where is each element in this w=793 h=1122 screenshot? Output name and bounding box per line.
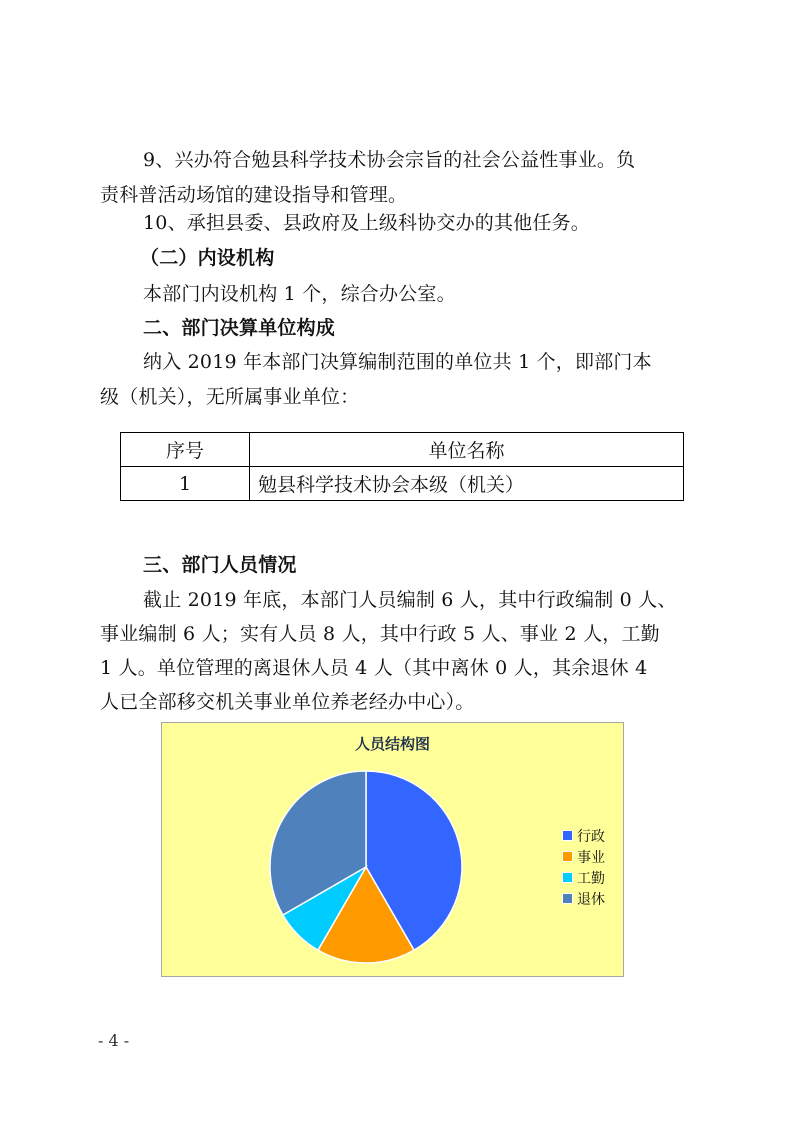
paragraph-staff-line2: 事业编制 6 人；实有人员 8 人，其中行政 5 人、事业 2 人，工勤 — [100, 623, 660, 645]
legend-label: 退休 — [577, 891, 605, 908]
legend-item — [562, 825, 605, 846]
paragraph-item-9-line2: 责科普活动场馆的建设指导和管理。 — [100, 184, 408, 206]
staff-structure-chart — [161, 722, 624, 977]
table-header-row — [121, 433, 684, 467]
table-cell-unit-name: 勉县科学技术协会本级（机关） — [250, 467, 684, 501]
legend-swatch-icon — [562, 893, 573, 904]
paragraph-staff-line1: 截止 2019 年底，本部门人员编制 6 人，其中行政编制 0 人、 — [143, 589, 677, 611]
legend-swatch-icon — [562, 851, 573, 862]
paragraph-units-line1: 纳入 2019 年本部门决算编制范围的单位共 1 个，即部门本 — [143, 351, 652, 373]
table-cell-index: 1 — [121, 467, 250, 501]
table-header-unit-name: 单位名称 — [250, 433, 684, 467]
table-header-index: 序号 — [121, 433, 250, 467]
paragraph-staff-line3: 1 人。单位管理的离退休人员 4 人（其中离休 0 人，其余退休 4 — [100, 657, 648, 679]
legend-label: 事业 — [577, 849, 605, 866]
heading-unit-composition: 二、部门决算单位构成 — [143, 317, 336, 339]
page-number: - 4 - — [98, 1031, 130, 1050]
units-table — [120, 432, 684, 501]
paragraph-item-10: 10、承担县委、县政府及上级科协交办的其他任务。 — [143, 212, 590, 234]
legend-label: 行政 — [577, 828, 605, 845]
legend-item — [562, 846, 605, 867]
pie-chart — [162, 723, 623, 976]
legend-item — [562, 867, 605, 888]
chart-legend — [562, 825, 605, 909]
paragraph-units-line2: 级（机关），无所属事业单位： — [100, 386, 360, 408]
table-row — [121, 467, 684, 501]
paragraph-internal-structure: 本部门内设机构 1 个，综合办公室。 — [143, 283, 456, 305]
paragraph-staff-line4: 人已全部移交机关事业单位养老经办中心）。 — [100, 691, 475, 713]
legend-item — [562, 888, 605, 909]
heading-staff: 三、部门人员情况 — [143, 554, 297, 576]
chart-title: 人员结构图 — [354, 735, 430, 753]
legend-swatch-icon — [562, 830, 573, 841]
paragraph-item-9-line1: 9、兴办符合勉县科学技术协会宗旨的社会公益性事业。负 — [143, 149, 636, 171]
legend-swatch-icon — [562, 872, 573, 883]
legend-label: 工勤 — [577, 870, 605, 887]
subheading-internal-structure: （二）内设机构 — [140, 247, 275, 269]
